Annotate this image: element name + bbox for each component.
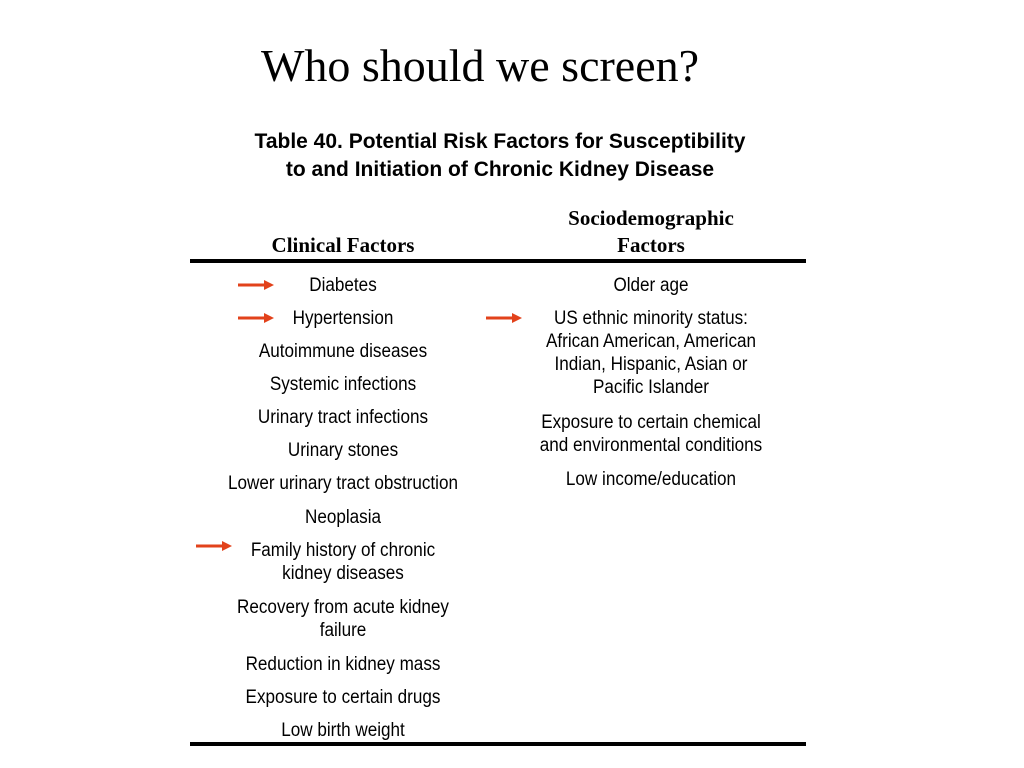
clinical-factor-drugs [214, 686, 471, 709]
cell-line: Lower urinary tract obstruction [227, 473, 459, 494]
table-caption [190, 128, 810, 184]
clinical-factor-autoimmune [214, 340, 471, 363]
cell-line: Family history of chronic [250, 540, 436, 561]
table-top-rule [190, 259, 806, 263]
cell-line: failure [319, 620, 367, 641]
table-bottom-rule [190, 742, 806, 746]
slide-title: Who should we screen? [260, 40, 700, 91]
socio-factor-low-income [520, 468, 783, 491]
clinical-factor-urinary-tract-infections [214, 406, 471, 429]
cell-line: Hypertension [292, 308, 394, 329]
clinical-factor-neoplasia [214, 506, 471, 529]
cell-line: and environmental conditions [539, 435, 763, 456]
cell-line: Low birth weight [281, 720, 405, 741]
arrow-right-icon [238, 280, 274, 290]
socio-factor-older-age [520, 274, 783, 297]
cell-line: kidney diseases [282, 563, 404, 584]
clinical-factor-urinary-stones [214, 439, 471, 462]
sociodemographic-header-line-2: Factors [617, 233, 685, 257]
cell-line: Urinary tract infections [257, 407, 429, 428]
clinical-factors-header: Clinical Factors [271, 233, 415, 257]
table-caption-line-2: to and Initiation of Chronic Kidney Disease [285, 158, 715, 181]
arrow-right-icon [486, 313, 522, 323]
cell-line: Older age [613, 275, 689, 296]
sociodemographic-factors-header [520, 205, 782, 259]
sociodemographic-header-line-1: Sociodemographic [568, 206, 734, 230]
socio-factor-chemical-exposure [520, 411, 783, 457]
cell-line: Autoimmune diseases [258, 341, 428, 362]
clinical-factor-acute-kidney-failure [214, 596, 471, 642]
clinical-factor-low-birth-weight [214, 719, 471, 742]
table-caption-line-1: Table 40. Potential Risk Factors for Susceptibility [254, 130, 746, 153]
clinical-factor-lower-urinary-obstruction [214, 472, 471, 495]
cell-line: African American, American [545, 331, 757, 352]
arrow-right-icon [196, 541, 232, 551]
arrow-right-icon [238, 313, 274, 323]
cell-line: US ethnic minority status: [554, 308, 748, 329]
clinical-factor-family-history [214, 539, 471, 585]
cell-line: Diabetes [309, 275, 377, 296]
clinical-factor-systemic-infections [214, 373, 471, 396]
cell-line: Exposure to certain drugs [245, 687, 441, 708]
cell-line: Pacific Islander [593, 377, 709, 398]
cell-line: Systemic infections [269, 374, 417, 395]
cell-line: Recovery from acute kidney [237, 597, 449, 618]
cell-line: Urinary stones [287, 440, 399, 461]
cell-line: Neoplasia [304, 507, 382, 528]
clinical-factor-kidney-mass [214, 653, 471, 676]
socio-factor-ethnic-minority [520, 307, 783, 399]
cell-line: Reduction in kidney mass [245, 654, 441, 675]
cell-line: Low income/education [565, 469, 737, 490]
cell-line: Indian, Hispanic, Asian or [554, 354, 748, 375]
cell-line: Exposure to certain chemical [541, 412, 761, 433]
